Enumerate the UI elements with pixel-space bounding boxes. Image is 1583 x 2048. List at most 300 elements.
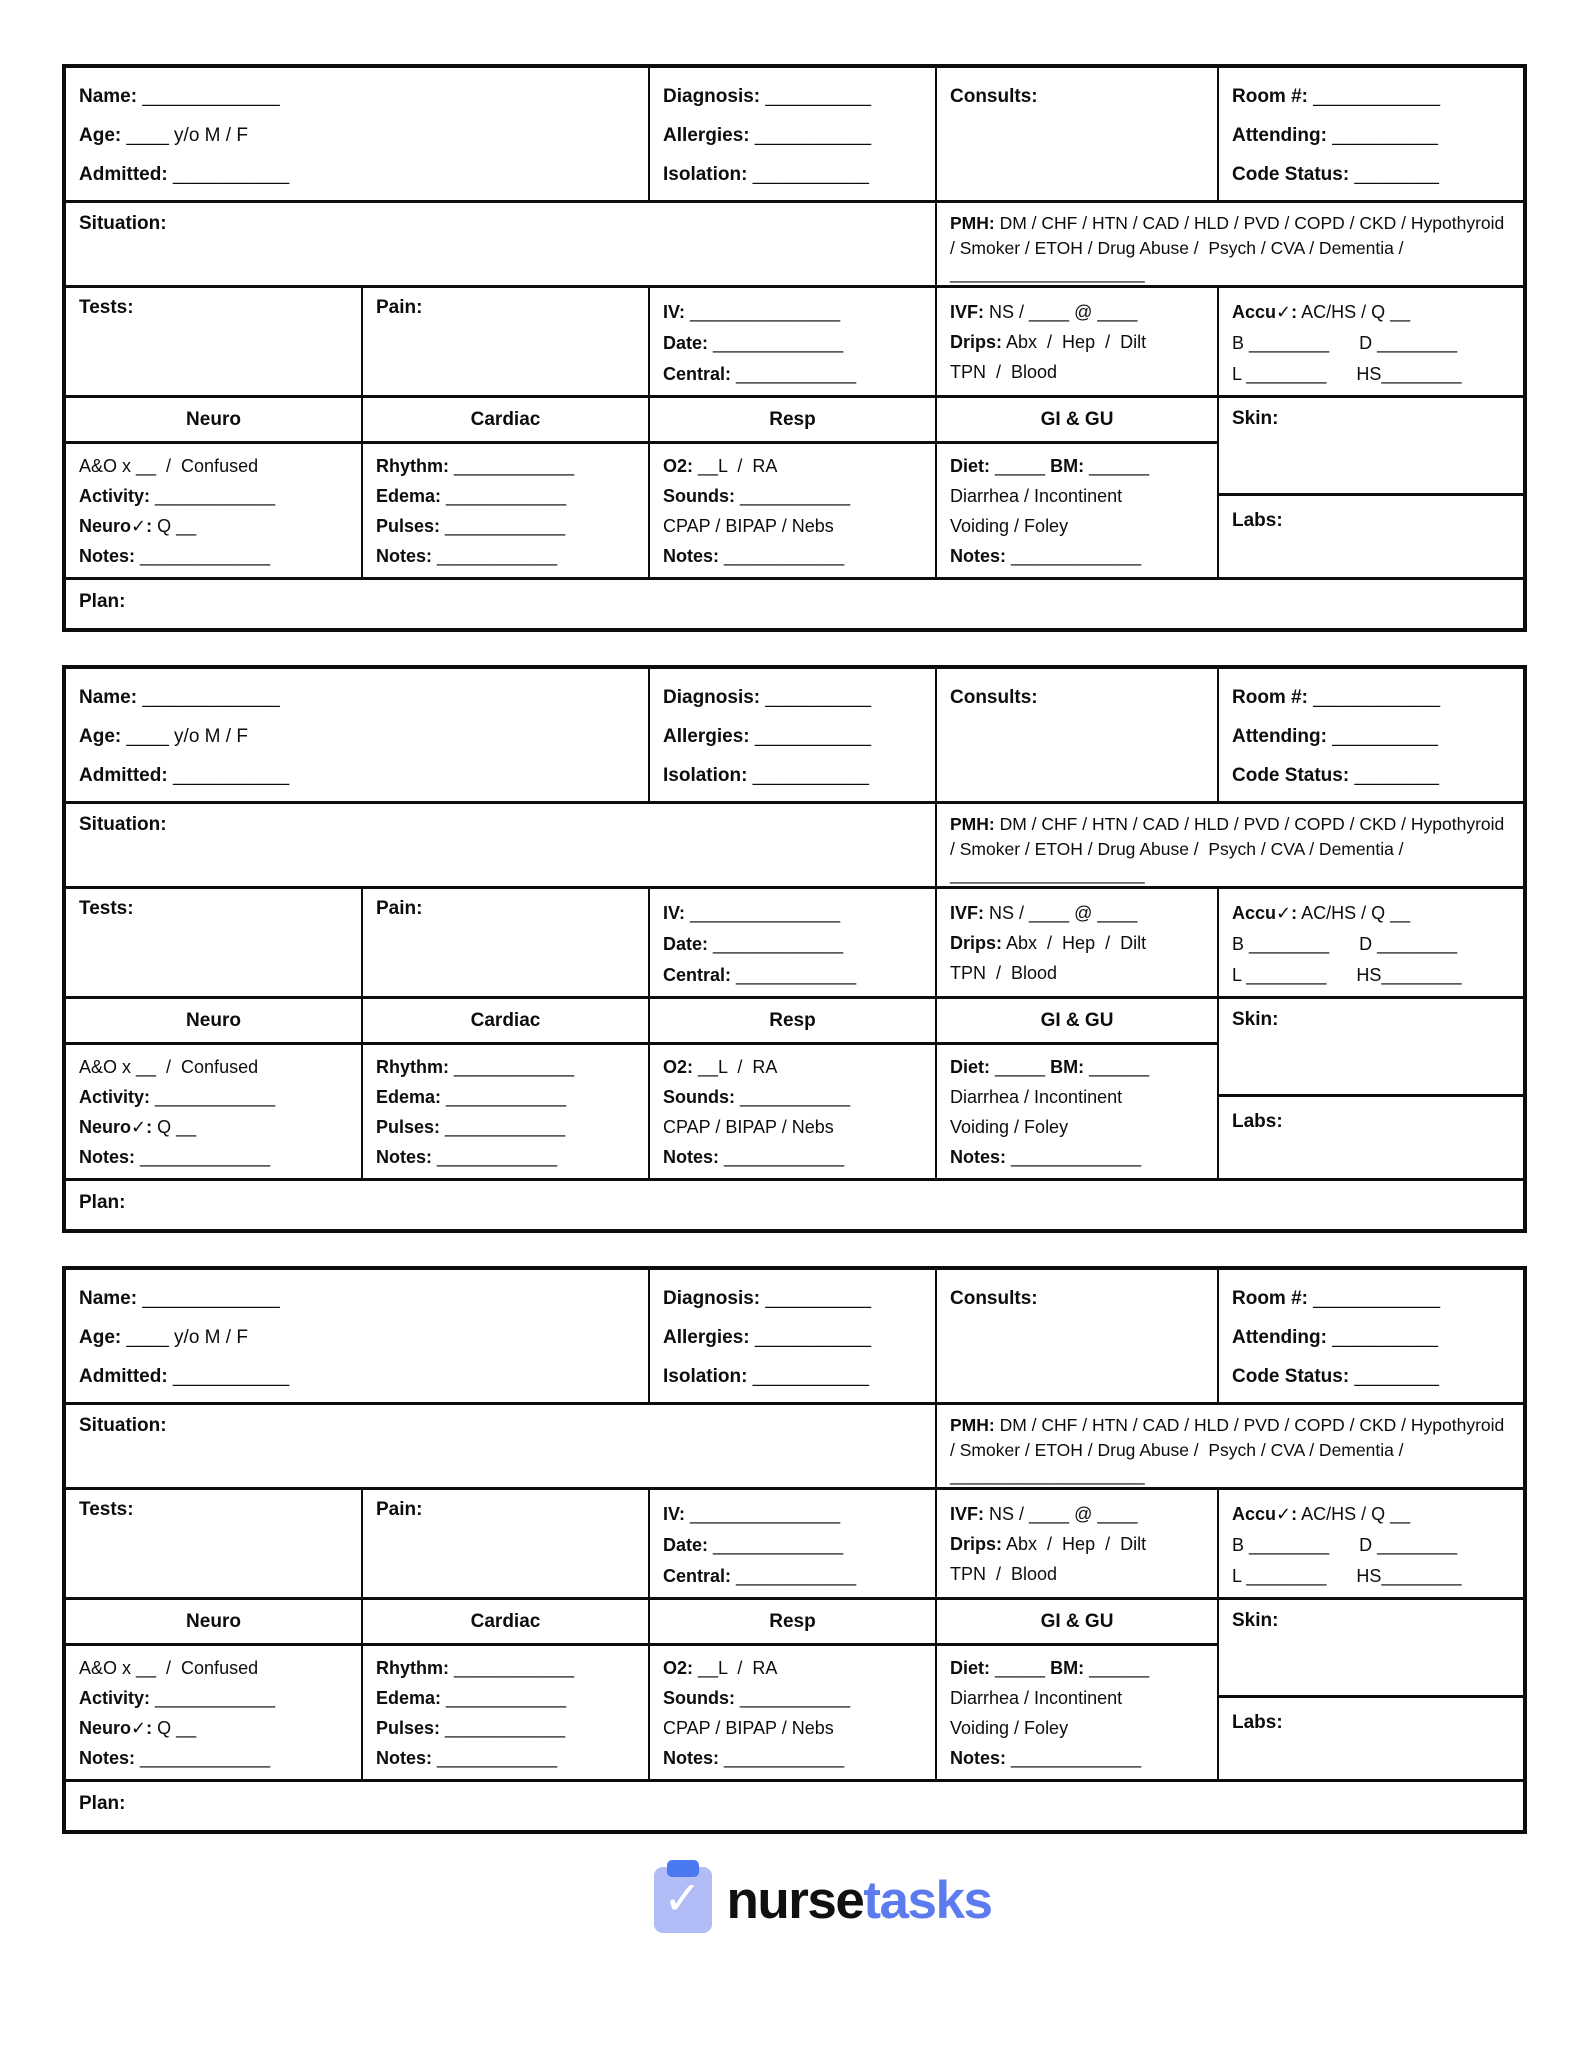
neuro-check-field bbox=[79, 1713, 348, 1743]
neuro-check-blank: Q __ bbox=[157, 1718, 197, 1738]
room-cell bbox=[1219, 669, 1523, 804]
o2-blank: __L / RA bbox=[698, 456, 778, 476]
code-status-label: Code Status: bbox=[1232, 164, 1350, 185]
diagnosis-blank: __________ bbox=[765, 1288, 872, 1309]
cardiac-body-cell bbox=[363, 1045, 650, 1181]
age-field bbox=[79, 116, 635, 155]
attending-field bbox=[1232, 717, 1510, 756]
bm-blank: ______ bbox=[1089, 1057, 1150, 1077]
rhythm-label: Rhythm: bbox=[376, 456, 449, 476]
cardiac-notes-label: Notes: bbox=[376, 546, 433, 566]
diagnosis-cell bbox=[650, 1270, 937, 1405]
pmh-label: PMH: bbox=[950, 814, 995, 834]
rhythm-blank: ____________ bbox=[454, 456, 575, 476]
pmh-cell bbox=[937, 1405, 1523, 1490]
rhythm-field bbox=[376, 1052, 635, 1082]
diagnosis-label: Diagnosis: bbox=[663, 1288, 761, 1309]
bm-blank: ______ bbox=[1089, 456, 1150, 476]
consults-label: Consults: bbox=[950, 1288, 1038, 1309]
check-icon: ✓ bbox=[663, 1872, 702, 1925]
drips-options: Abx / Hep / Dilt bbox=[1006, 332, 1147, 352]
edema-label: Edema: bbox=[376, 1688, 442, 1708]
neuro-notes-field bbox=[79, 1142, 348, 1172]
iv-blank: _______________ bbox=[690, 903, 841, 923]
name-blank: _____________ bbox=[142, 86, 280, 107]
diet-blank: _____ bbox=[995, 1057, 1046, 1077]
iv-central-label: Central: bbox=[663, 364, 732, 384]
gigu-notes-blank: _____________ bbox=[1011, 1748, 1142, 1768]
isolation-blank: ___________ bbox=[752, 164, 869, 185]
resp-notes-blank: ____________ bbox=[724, 546, 845, 566]
accu-lhs-blanks: L ________ HS________ bbox=[1232, 364, 1462, 384]
ivf-cell bbox=[937, 889, 1219, 999]
rhythm-blank: ____________ bbox=[454, 1658, 575, 1678]
isolation-field bbox=[663, 155, 922, 194]
age-field bbox=[79, 717, 635, 756]
neuro-header: Neuro bbox=[66, 999, 363, 1045]
allergies-field bbox=[663, 717, 922, 756]
neuro-check-label: Neuro✓: bbox=[79, 516, 153, 536]
room-blank: ____________ bbox=[1313, 687, 1441, 708]
attending-blank: __________ bbox=[1332, 726, 1438, 747]
cardiac-header: Cardiac bbox=[363, 398, 650, 444]
accu-label: Accu✓: bbox=[1232, 1504, 1298, 1524]
neuro-notes-field bbox=[79, 1743, 348, 1773]
accu-lhs-blanks: L ________ HS________ bbox=[1232, 1566, 1462, 1586]
accu-bd-blanks: B ________ D ________ bbox=[1232, 1535, 1458, 1555]
wordmark-tasks: tasks bbox=[863, 1870, 992, 1930]
diarrhea-field: Diarrhea / Incontinent bbox=[950, 1087, 1123, 1107]
resp-notes-field bbox=[663, 1743, 922, 1773]
isolation-field bbox=[663, 756, 922, 795]
activity-label: Activity: bbox=[79, 1688, 151, 1708]
iv-date-blank: _____________ bbox=[713, 333, 844, 353]
room-cell bbox=[1219, 68, 1523, 203]
activity-blank: ____________ bbox=[155, 486, 276, 506]
room-cell bbox=[1219, 1270, 1523, 1405]
name-blank: _____________ bbox=[142, 687, 280, 708]
allergies-field bbox=[663, 116, 922, 155]
room-field bbox=[1232, 678, 1510, 717]
iv-date-field bbox=[663, 1530, 922, 1561]
iv-blank: _______________ bbox=[690, 1504, 841, 1524]
isolation-label: Isolation: bbox=[663, 164, 748, 185]
attending-label: Attending: bbox=[1232, 726, 1327, 747]
neuro-check-blank: Q __ bbox=[157, 1117, 197, 1137]
accucheck-cell bbox=[1219, 889, 1523, 999]
orientation-field: A&O x __ / Confused bbox=[79, 1057, 259, 1077]
consults-cell bbox=[937, 68, 1219, 203]
gigu-notes-label: Notes: bbox=[950, 1748, 1007, 1768]
pmh-label: PMH: bbox=[950, 213, 995, 233]
tests-cell bbox=[66, 1490, 363, 1600]
drips-options: Abx / Hep / Dilt bbox=[1006, 1534, 1147, 1554]
accucheck-cell bbox=[1219, 1490, 1523, 1600]
name-label: Name: bbox=[79, 86, 138, 107]
admitted-label: Admitted: bbox=[79, 765, 168, 786]
cardiac-body-cell bbox=[363, 1646, 650, 1782]
pulses-field bbox=[376, 1713, 635, 1743]
situation-cell bbox=[66, 804, 937, 889]
iv-central-field bbox=[663, 1561, 922, 1592]
isolation-blank: ___________ bbox=[752, 1366, 869, 1387]
attending-blank: __________ bbox=[1332, 1327, 1438, 1348]
diagnosis-blank: __________ bbox=[765, 86, 872, 107]
diagnosis-field bbox=[663, 77, 922, 116]
diet-bm-field bbox=[950, 1653, 1204, 1683]
name-label: Name: bbox=[79, 1288, 138, 1309]
neuro-notes-label: Notes: bbox=[79, 1147, 136, 1167]
cpap-field: CPAP / BIPAP / Nebs bbox=[663, 1718, 834, 1738]
drips-field bbox=[950, 1529, 1204, 1559]
plan-label: Plan: bbox=[79, 1793, 126, 1814]
tests-label: Tests: bbox=[79, 1499, 134, 1520]
diagnosis-blank: __________ bbox=[765, 687, 872, 708]
gigu-notes-blank: _____________ bbox=[1011, 546, 1142, 566]
ivf-label: IVF: bbox=[950, 302, 984, 322]
diagnosis-field bbox=[663, 1279, 922, 1318]
age-label: Age: bbox=[79, 1327, 122, 1348]
report-cards bbox=[62, 64, 1583, 1834]
cardiac-notes-label: Notes: bbox=[376, 1748, 433, 1768]
tests-label: Tests: bbox=[79, 898, 134, 919]
iv-central-blank: ____________ bbox=[736, 965, 857, 985]
iv-date-blank: _____________ bbox=[713, 1535, 844, 1555]
name-field bbox=[79, 678, 635, 717]
bm-label: BM: bbox=[1050, 1658, 1085, 1678]
situation-label: Situation: bbox=[79, 814, 167, 835]
plan-label: Plan: bbox=[79, 1192, 126, 1213]
accu-label: Accu✓: bbox=[1232, 302, 1298, 322]
iv-date-label: Date: bbox=[663, 1535, 709, 1555]
iv-date-field bbox=[663, 929, 922, 960]
iv-central-label: Central: bbox=[663, 1566, 732, 1586]
iv-central-blank: ____________ bbox=[736, 364, 857, 384]
sounds-blank: ___________ bbox=[740, 1688, 851, 1708]
patient-report-card bbox=[62, 1266, 1527, 1834]
gi-gu-body-cell bbox=[937, 444, 1219, 580]
resp-body-cell bbox=[650, 444, 937, 580]
patient-identity-cell bbox=[66, 669, 650, 804]
patient-identity-cell bbox=[66, 1270, 650, 1405]
neuro-check-label: Neuro✓: bbox=[79, 1117, 153, 1137]
o2-label: O2: bbox=[663, 456, 694, 476]
attending-label: Attending: bbox=[1232, 1327, 1327, 1348]
gigu-notes-label: Notes: bbox=[950, 546, 1007, 566]
activity-label: Activity: bbox=[79, 486, 151, 506]
iv-field bbox=[663, 297, 922, 328]
resp-notes-field bbox=[663, 1142, 922, 1172]
edema-label: Edema: bbox=[376, 1087, 442, 1107]
neuro-body-cell bbox=[66, 1045, 363, 1181]
neuro-notes-label: Notes: bbox=[79, 546, 136, 566]
resp-notes-label: Notes: bbox=[663, 546, 720, 566]
sounds-label: Sounds: bbox=[663, 486, 735, 506]
cpap-field: CPAP / BIPAP / Nebs bbox=[663, 516, 834, 536]
room-label: Room #: bbox=[1232, 86, 1308, 107]
neuro-header: Neuro bbox=[66, 1600, 363, 1646]
pmh-options: DM / CHF / HTN / CAD / HLD / PVD / COPD / CKD / Hypothyroid / Smoker / ETOH / Drug Abuse / Psych / CVA / Dementia / ____________________ bbox=[950, 213, 1510, 283]
rhythm-blank: ____________ bbox=[454, 1057, 575, 1077]
resp-header: Resp bbox=[650, 398, 937, 444]
ivf-cell bbox=[937, 288, 1219, 398]
consults-label: Consults: bbox=[950, 687, 1038, 708]
code-status-label: Code Status: bbox=[1232, 765, 1350, 786]
attending-field bbox=[1232, 1318, 1510, 1357]
resp-notes-label: Notes: bbox=[663, 1147, 720, 1167]
activity-blank: ____________ bbox=[155, 1087, 276, 1107]
iv-central-field bbox=[663, 359, 922, 390]
accucheck-cell bbox=[1219, 288, 1523, 398]
pmh-label: PMH: bbox=[950, 1415, 995, 1435]
labs-cell bbox=[1219, 496, 1523, 580]
pulses-label: Pulses: bbox=[376, 516, 441, 536]
room-field bbox=[1232, 77, 1510, 116]
drips-field bbox=[950, 928, 1204, 958]
admitted-field bbox=[79, 756, 635, 795]
skin-cell bbox=[1219, 999, 1523, 1097]
iv-field bbox=[663, 1499, 922, 1530]
orientation-field: A&O x __ / Confused bbox=[79, 1658, 259, 1678]
pmh-field bbox=[950, 211, 1510, 286]
patient-identity-cell bbox=[66, 68, 650, 203]
name-blank: _____________ bbox=[142, 1288, 280, 1309]
sounds-field bbox=[663, 481, 922, 511]
room-label: Room #: bbox=[1232, 1288, 1308, 1309]
diagnosis-label: Diagnosis: bbox=[663, 687, 761, 708]
tests-label: Tests: bbox=[79, 297, 134, 318]
plan-cell bbox=[66, 1782, 1523, 1830]
diet-bm-field bbox=[950, 451, 1204, 481]
gigu-notes-field bbox=[950, 541, 1204, 571]
room-blank: ____________ bbox=[1313, 1288, 1441, 1309]
edema-label: Edema: bbox=[376, 486, 442, 506]
cardiac-notes-blank: ____________ bbox=[437, 1147, 558, 1167]
labs-cell bbox=[1219, 1097, 1523, 1181]
patient-report-card bbox=[62, 64, 1527, 632]
rhythm-label: Rhythm: bbox=[376, 1658, 449, 1678]
situation-label: Situation: bbox=[79, 213, 167, 234]
pain-cell bbox=[363, 1490, 650, 1600]
brand-wordmark bbox=[726, 1870, 992, 1930]
patient-report-card bbox=[62, 665, 1527, 1233]
accu-field bbox=[1232, 297, 1510, 328]
isolation-blank: ___________ bbox=[752, 765, 869, 786]
tpn-blood-field bbox=[950, 958, 1204, 988]
skin-label: Skin: bbox=[1232, 1009, 1279, 1030]
cardiac-notes-blank: ____________ bbox=[437, 1748, 558, 1768]
drips-options: Abx / Hep / Dilt bbox=[1006, 933, 1147, 953]
allergies-blank: ___________ bbox=[754, 1327, 872, 1348]
diet-blank: _____ bbox=[995, 1658, 1046, 1678]
accu-bd-blanks: B ________ D ________ bbox=[1232, 934, 1458, 954]
code-status-blank: ________ bbox=[1354, 1366, 1440, 1387]
neuro-check-blank: Q __ bbox=[157, 516, 197, 536]
code-status-field bbox=[1232, 1357, 1510, 1396]
pmh-cell bbox=[937, 203, 1523, 288]
code-status-field bbox=[1232, 756, 1510, 795]
sounds-label: Sounds: bbox=[663, 1087, 735, 1107]
cardiac-body-cell bbox=[363, 444, 650, 580]
neuro-notes-blank: _____________ bbox=[140, 546, 271, 566]
admitted-label: Admitted: bbox=[79, 164, 168, 185]
edema-blank: ____________ bbox=[446, 486, 567, 506]
rhythm-field bbox=[376, 451, 635, 481]
name-field bbox=[79, 77, 635, 116]
diet-label: Diet: bbox=[950, 456, 990, 476]
accu-lhs-blanks: L ________ HS________ bbox=[1232, 965, 1462, 985]
accu-options: AC/HS / Q __ bbox=[1301, 302, 1411, 322]
plan-cell bbox=[66, 580, 1523, 628]
diet-bm-field bbox=[950, 1052, 1204, 1082]
voiding-field: Voiding / Foley bbox=[950, 516, 1069, 536]
iv-date-field bbox=[663, 328, 922, 359]
wordmark-nurse: nurse bbox=[726, 1870, 864, 1930]
sounds-blank: ___________ bbox=[740, 486, 851, 506]
gigu-notes-field bbox=[950, 1142, 1204, 1172]
iv-blank: _______________ bbox=[690, 302, 841, 322]
o2-field bbox=[663, 1052, 922, 1082]
admitted-field bbox=[79, 155, 635, 194]
neuro-notes-label: Notes: bbox=[79, 1748, 136, 1768]
attending-field bbox=[1232, 116, 1510, 155]
cardiac-notes-field bbox=[376, 541, 635, 571]
nursetasks-logo bbox=[62, 1867, 1583, 1933]
pmh-options: DM / CHF / HTN / CAD / HLD / PVD / COPD / CKD / Hypothyroid / Smoker / ETOH / Drug Abuse / Psych / CVA / Dementia / ____________________ bbox=[950, 814, 1510, 884]
gi-gu-header: GI & GU bbox=[937, 1600, 1219, 1646]
sounds-label: Sounds: bbox=[663, 1688, 735, 1708]
allergies-label: Allergies: bbox=[663, 125, 750, 146]
name-label: Name: bbox=[79, 687, 138, 708]
pmh-cell bbox=[937, 804, 1523, 889]
neuro-notes-blank: _____________ bbox=[140, 1147, 271, 1167]
isolation-field bbox=[663, 1357, 922, 1396]
isolation-label: Isolation: bbox=[663, 765, 748, 786]
ivf-field bbox=[950, 1499, 1204, 1529]
allergies-label: Allergies: bbox=[663, 726, 750, 747]
gi-gu-body-cell bbox=[937, 1646, 1219, 1782]
consults-cell bbox=[937, 669, 1219, 804]
iv-label: IV: bbox=[663, 903, 686, 923]
room-field bbox=[1232, 1279, 1510, 1318]
tpn-blood-options: TPN / Blood bbox=[950, 1564, 1058, 1584]
pain-label: Pain: bbox=[376, 898, 423, 919]
situation-label: Situation: bbox=[79, 1415, 167, 1436]
pain-cell bbox=[363, 288, 650, 398]
ivf-label: IVF: bbox=[950, 1504, 984, 1524]
code-status-blank: ________ bbox=[1354, 765, 1440, 786]
pmh-field bbox=[950, 1413, 1510, 1488]
activity-field bbox=[79, 1082, 348, 1112]
consults-field bbox=[950, 678, 1204, 717]
pmh-field bbox=[950, 812, 1510, 887]
diagnosis-cell bbox=[650, 669, 937, 804]
pulses-label: Pulses: bbox=[376, 1117, 441, 1137]
tests-cell bbox=[66, 288, 363, 398]
diarrhea-field: Diarrhea / Incontinent bbox=[950, 1688, 1123, 1708]
plan-cell bbox=[66, 1181, 1523, 1229]
allergies-field bbox=[663, 1318, 922, 1357]
age-label: Age: bbox=[79, 726, 122, 747]
admitted-blank: ___________ bbox=[172, 1366, 290, 1387]
skin-cell bbox=[1219, 1600, 1523, 1698]
edema-field bbox=[376, 481, 635, 511]
edema-blank: ____________ bbox=[446, 1688, 567, 1708]
iv-label: IV: bbox=[663, 1504, 686, 1524]
diagnosis-label: Diagnosis: bbox=[663, 86, 761, 107]
pulses-field bbox=[376, 511, 635, 541]
skin-label: Skin: bbox=[1232, 1610, 1279, 1631]
edema-field bbox=[376, 1082, 635, 1112]
allergies-blank: ___________ bbox=[754, 726, 872, 747]
sounds-blank: ___________ bbox=[740, 1087, 851, 1107]
tpn-blood-field bbox=[950, 357, 1204, 387]
accu-field bbox=[1232, 1499, 1510, 1530]
iv-cell bbox=[650, 1490, 937, 1600]
edema-blank: ____________ bbox=[446, 1087, 567, 1107]
gi-gu-body-cell bbox=[937, 1045, 1219, 1181]
admitted-label: Admitted: bbox=[79, 1366, 168, 1387]
gi-gu-header: GI & GU bbox=[937, 398, 1219, 444]
skin-label: Skin: bbox=[1232, 408, 1279, 429]
gigu-notes-label: Notes: bbox=[950, 1147, 1007, 1167]
resp-notes-blank: ____________ bbox=[724, 1147, 845, 1167]
isolation-label: Isolation: bbox=[663, 1366, 748, 1387]
labs-label: Labs: bbox=[1232, 1111, 1283, 1132]
tpn-blood-options: TPN / Blood bbox=[950, 963, 1058, 983]
consults-field bbox=[950, 77, 1204, 116]
o2-field bbox=[663, 1653, 922, 1683]
diet-blank: _____ bbox=[995, 456, 1046, 476]
iv-central-blank: ____________ bbox=[736, 1566, 857, 1586]
iv-label: IV: bbox=[663, 302, 686, 322]
neuro-check-field bbox=[79, 511, 348, 541]
iv-field bbox=[663, 898, 922, 929]
iv-date-label: Date: bbox=[663, 934, 709, 954]
neuro-notes-field bbox=[79, 541, 348, 571]
activity-label: Activity: bbox=[79, 1087, 151, 1107]
ivf-label: IVF: bbox=[950, 903, 984, 923]
cardiac-notes-field bbox=[376, 1743, 635, 1773]
consults-cell bbox=[937, 1270, 1219, 1405]
attending-blank: __________ bbox=[1332, 125, 1438, 146]
resp-header: Resp bbox=[650, 999, 937, 1045]
accu-label: Accu✓: bbox=[1232, 903, 1298, 923]
iv-cell bbox=[650, 288, 937, 398]
age-label: Age: bbox=[79, 125, 122, 146]
pulses-label: Pulses: bbox=[376, 1718, 441, 1738]
iv-central-field bbox=[663, 960, 922, 991]
diarrhea-field: Diarrhea / Incontinent bbox=[950, 486, 1123, 506]
o2-blank: __L / RA bbox=[698, 1057, 778, 1077]
allergies-blank: ___________ bbox=[754, 125, 872, 146]
clipboard-check-icon bbox=[654, 1867, 712, 1933]
drips-field bbox=[950, 327, 1204, 357]
cardiac-notes-label: Notes: bbox=[376, 1147, 433, 1167]
admitted-blank: ___________ bbox=[172, 765, 290, 786]
drips-label: Drips: bbox=[950, 332, 1003, 352]
ivf-options: NS / ____ @ ____ bbox=[989, 1504, 1138, 1524]
ivf-options: NS / ____ @ ____ bbox=[989, 903, 1138, 923]
bm-label: BM: bbox=[1050, 456, 1085, 476]
age-blank: ____ y/o M / F bbox=[126, 125, 248, 146]
rhythm-field bbox=[376, 1653, 635, 1683]
attending-label: Attending: bbox=[1232, 125, 1327, 146]
room-label: Room #: bbox=[1232, 687, 1308, 708]
pain-label: Pain: bbox=[376, 297, 423, 318]
accu-options: AC/HS / Q __ bbox=[1301, 903, 1411, 923]
drips-label: Drips: bbox=[950, 933, 1003, 953]
